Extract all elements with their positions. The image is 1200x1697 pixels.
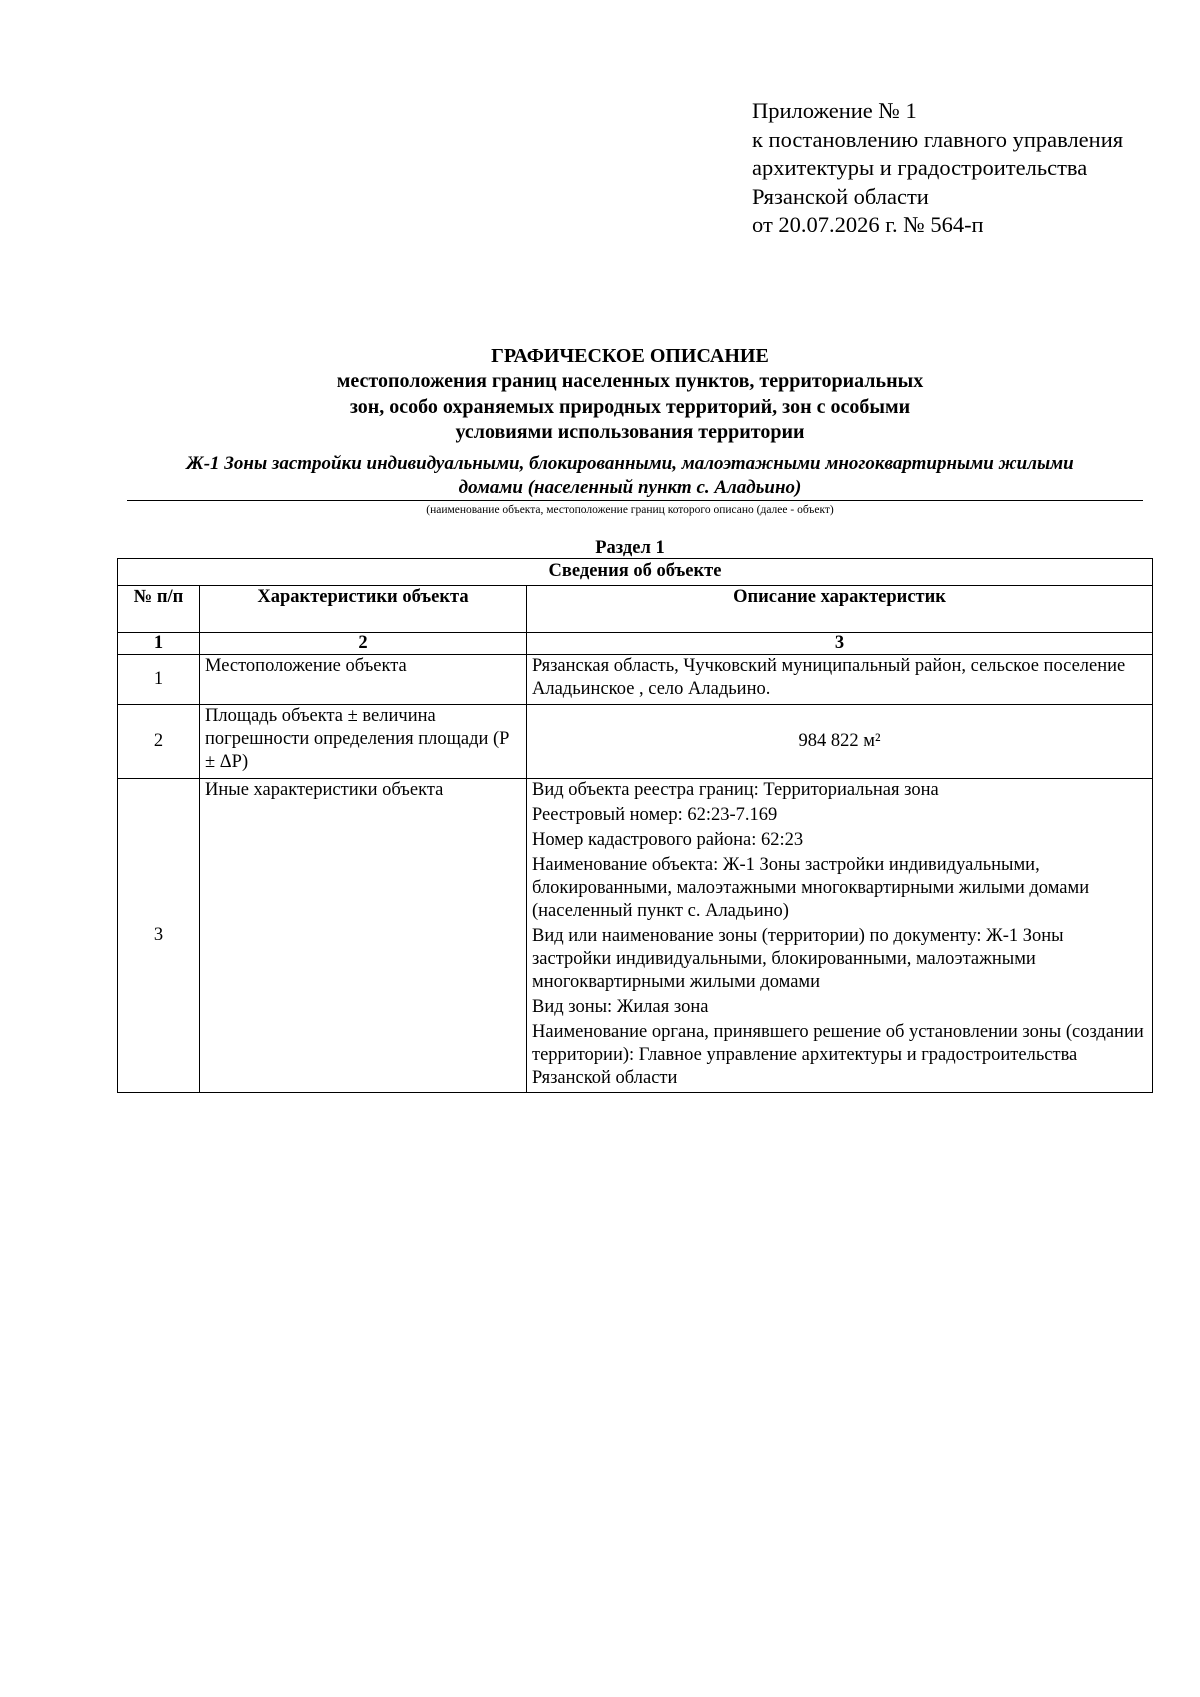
detail-line: Наименование объекта: Ж-1 Зоны застройки индивидуальными, блокированными, малоэтажными многоквартирными жилыми домами (населенный пункт с. Аладьино) [532, 855, 1090, 921]
table-row [118, 705, 1153, 779]
appendix-line: архитектуры и градостроительства [752, 155, 1088, 180]
object-name-caption: (наименование объекта, местоположение границ которого описано (далее - объект) [426, 504, 834, 516]
appendix-line: к постановлению главного управления [752, 126, 1124, 152]
row-description: 984 822 м² [527, 705, 1153, 779]
detail-line: Вид зоны: Жилая зона [532, 997, 709, 1017]
document-subtitle-line: местоположения границ населенных пунктов, территориальных [336, 370, 924, 392]
section-title: Раздел 1 [595, 538, 665, 558]
row-num: 1 [118, 655, 200, 705]
column-number: 3 [527, 633, 1153, 655]
row-description: Рязанская область, Чучковский муниципальный район, сельское поселение Аладьинское , село Аладьино. [527, 655, 1153, 705]
column-number: 2 [200, 633, 527, 655]
table-row [118, 779, 1153, 1093]
detail-line: Вид или наименование зоны (территории) по документу: Ж-1 Зоны застройки индивидуальными, блокированными, малоэтажными многоквартирными жилыми домами [532, 926, 1064, 992]
table-title: Сведения об объекте [118, 559, 1153, 586]
table-row [118, 655, 1153, 705]
detail-line: Наименование органа, принявшего решение об установлении зоны (создании территории): Главное управление архитектуры и градостроительства Рязанской области [532, 1022, 1144, 1088]
column-number: 1 [118, 633, 200, 655]
document-title: ГРАФИЧЕСКОЕ ОПИСАНИЕ [491, 345, 769, 367]
object-info-table [117, 558, 1153, 1093]
row-characteristic: Иные характеристики объекта [200, 779, 527, 1093]
appendix-line: Рязанской области [752, 183, 929, 209]
row-description [527, 779, 1153, 1093]
document-subtitle-line: условиями использования территории [455, 421, 805, 443]
detail-line: Номер кадастрового района: 62:23 [532, 830, 804, 850]
header-description: Описание характеристик [527, 586, 1153, 633]
header-num: № п/п [118, 586, 200, 633]
row-characteristic: Местоположение объекта [200, 655, 527, 705]
detail-line: Реестровый номер: 62:23-7.169 [532, 805, 778, 825]
header-characteristics: Характеристики объекта [200, 586, 527, 633]
row-characteristic: Площадь объекта ± величина погрешности определения площади (P ± ΔP) [200, 705, 527, 779]
appendix-line: Приложение № 1 [752, 98, 917, 123]
object-name-line: Ж-1 Зоны застройки индивидуальными, блокированными, малоэтажными многоквартирными жилыми [186, 453, 1074, 474]
object-name-underline [127, 500, 1143, 501]
document-subtitle-line: зон, особо охраняемых природных территорий, зон с особыми [349, 395, 911, 418]
row-num: 2 [118, 705, 200, 779]
appendix-line: от 20.07.2026 г. № 564-п [752, 212, 984, 237]
document-title-block [117, 343, 1143, 446]
appendix-header [752, 97, 1172, 240]
object-name-line: домами (населенный пункт с. Аладьино) [458, 477, 802, 498]
detail-line: Вид объекта реестра границ: Территориальная зона [532, 780, 939, 800]
row-num: 3 [118, 779, 200, 1093]
object-name [117, 452, 1143, 500]
